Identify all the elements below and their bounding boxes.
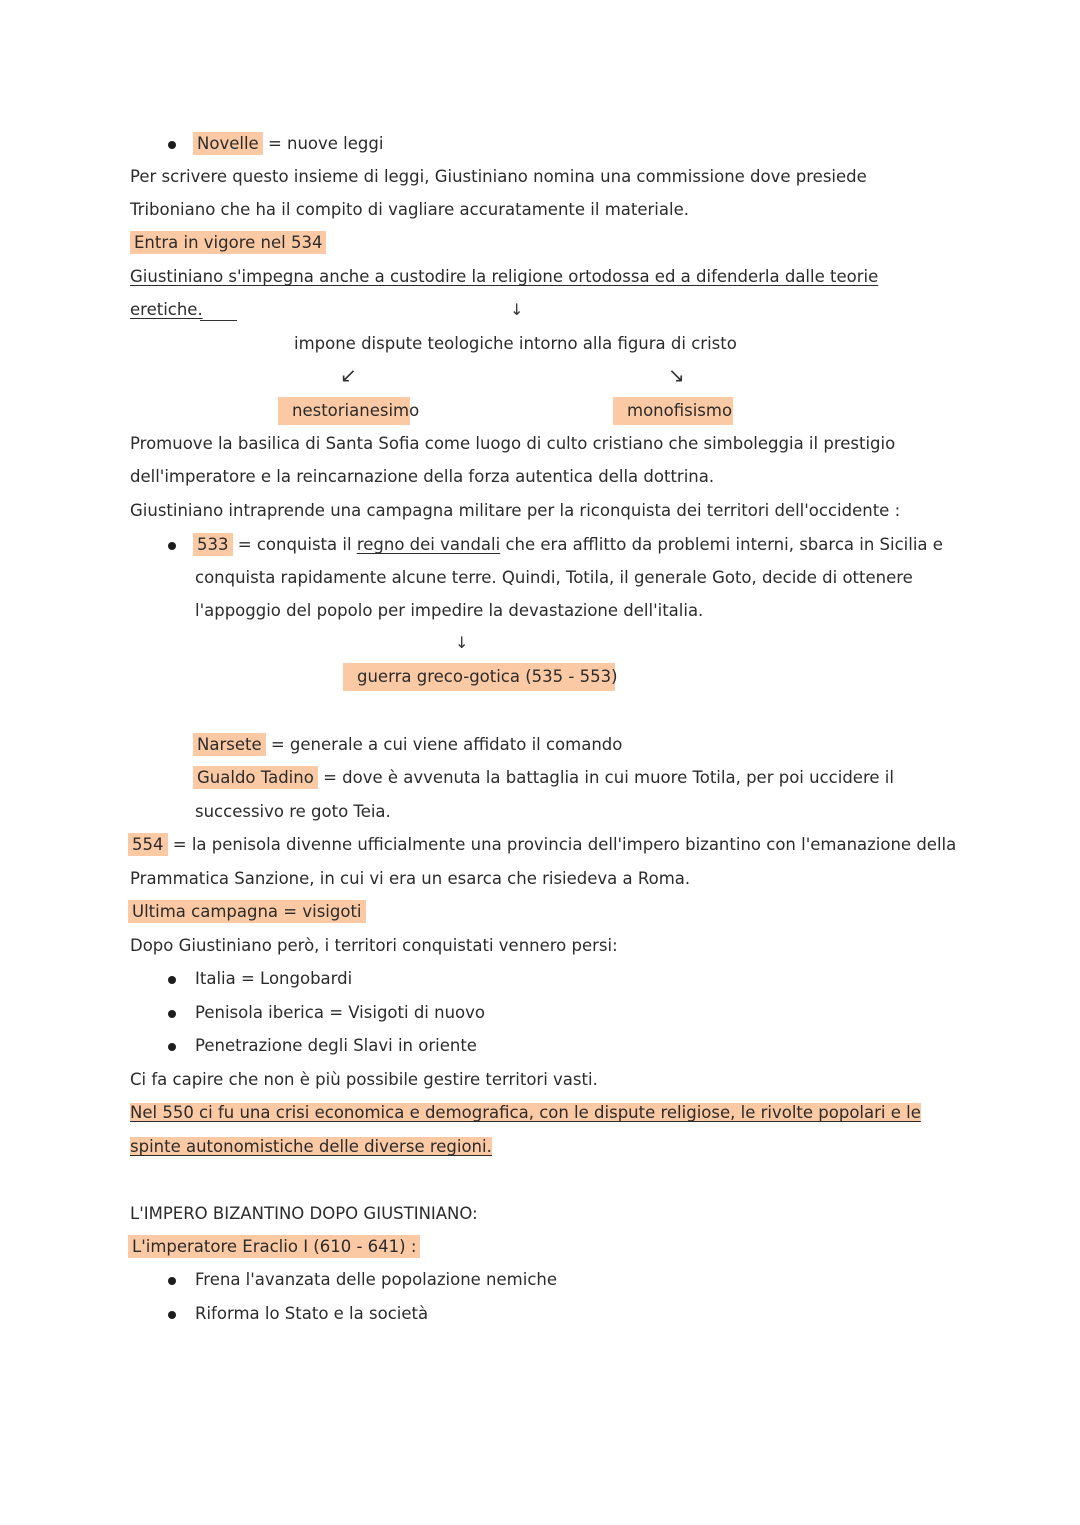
text-regno-vandali: regno dei vandali bbox=[356, 535, 501, 554]
arrow-down-left-icon: ↙ bbox=[340, 363, 357, 387]
text-line-spinte bbox=[130, 1135, 492, 1161]
text-line-imperatore: dell'imperatore e la reincarnazione della forza autentica della dottrina. bbox=[130, 467, 715, 486]
text-line-commissione: Per scrivere questo insieme di leggi, Giustiniano nomina una commissione dove presiede bbox=[130, 167, 867, 186]
narsete-definition: = generale a cui viene affidato il comando bbox=[270, 735, 623, 754]
text-533-a: = conquista il bbox=[237, 535, 352, 554]
novelle-line bbox=[193, 132, 383, 158]
bullet-icon bbox=[168, 141, 176, 149]
list-item-penisola-iberica: Penisola iberica = Visigoti di nuovo bbox=[195, 1003, 485, 1022]
highlight-eraclio: L'imperatore Eraclio I (610 - 641) : bbox=[128, 1235, 420, 1258]
text-533-b: che era afflitto da problemi interni, sbarca in Sicilia e bbox=[505, 535, 943, 554]
bullet-icon bbox=[168, 542, 176, 550]
text-line-eretiche: eretiche. bbox=[130, 300, 203, 319]
box-nestorianesimo: nestorianesimo bbox=[278, 397, 410, 425]
entra-in-vigore-line bbox=[130, 231, 326, 257]
text-crisi-550: Nel 550 ci fu una crisi economica e demografica, con le dispute religiose, le rivolte popolari e le bbox=[130, 1103, 921, 1122]
section-heading: L'IMPERO BIZANTINO DOPO GIUSTINIANO: bbox=[130, 1204, 478, 1223]
gualdo-tadino-definition: = dove è avvenuta la battaglia in cui muore Totila, per poi uccidere il bbox=[323, 768, 894, 787]
highlight-spinte bbox=[130, 1137, 492, 1156]
line-533 bbox=[193, 533, 943, 559]
term-narsete: Narsete bbox=[193, 733, 266, 756]
arrow-down-right-icon: ↘ bbox=[668, 363, 685, 387]
arrow-down-icon: ↓ bbox=[455, 633, 469, 652]
box-guerra-greco-gotica: guerra greco-gotica (535 - 553) bbox=[343, 663, 615, 691]
bullet-icon bbox=[168, 976, 176, 984]
text-line-totila: conquista rapidamente alcune terre. Quindi, Totila, il generale Goto, decide di ottenere bbox=[195, 568, 913, 587]
list-item-riforma: Riforma lo Stato e la società bbox=[195, 1304, 429, 1323]
bullet-icon bbox=[168, 1311, 176, 1319]
ultima-campagna-line bbox=[128, 900, 366, 926]
bullet-icon bbox=[168, 1277, 176, 1285]
underline-extension bbox=[200, 320, 237, 321]
list-item-slavi: Penetrazione degli Slavi in oriente bbox=[195, 1036, 477, 1055]
gualdo-tadino-line bbox=[193, 766, 894, 792]
novelle-definition: = nuove leggi bbox=[267, 134, 384, 153]
term-gualdo-tadino: Gualdo Tadino bbox=[193, 766, 318, 789]
bullet-icon bbox=[168, 1043, 176, 1051]
text-line-triboniano: Triboniano che ha il compito di vagliare accuratamente il materiale. bbox=[130, 200, 689, 219]
text-line-santa-sofia: Promuove la basilica di Santa Sofia come luogo di culto cristiano che simboleggia il prestigio bbox=[130, 434, 896, 453]
highlight-entra-in-vigore: Entra in vigore nel 534 bbox=[130, 231, 326, 254]
text-line-crisi-550 bbox=[130, 1101, 921, 1127]
text-line-prammatica: Prammatica Sanzione, in cui vi era un esarca che risiedeva a Roma. bbox=[130, 869, 691, 888]
narsete-line bbox=[193, 733, 622, 759]
text-line-appoggio: l'appoggio del popolo per impedire la devastazione dell'italia. bbox=[195, 601, 704, 620]
text-554: = la penisola divenne ufficialmente una provincia dell'impero bizantino con l'emanazione della bbox=[172, 835, 957, 854]
text-line-dispute: impone dispute teologiche intorno alla figura di cristo bbox=[294, 334, 737, 353]
text-line-teia: successivo re goto Teia. bbox=[195, 802, 391, 821]
eraclio-line bbox=[128, 1235, 420, 1261]
text-line-religione: Giustiniano s'impegna anche a custodire la religione ortodossa ed a difenderla dalle teorie bbox=[130, 267, 879, 286]
highlight-ultima-campagna: Ultima campagna = visigoti bbox=[128, 900, 366, 923]
text-spinte: spinte autonomistiche delle diverse regioni. bbox=[130, 1137, 492, 1156]
year-533: 533 bbox=[193, 533, 233, 556]
line-554 bbox=[128, 833, 956, 859]
bullet-icon bbox=[168, 1010, 176, 1018]
highlight-nel-550 bbox=[130, 1103, 921, 1122]
year-554: 554 bbox=[128, 833, 168, 856]
text-line-territori-vasti: Ci fa capire che non è più possibile gestire territori vasti. bbox=[130, 1070, 598, 1089]
term-novelle: Novelle bbox=[193, 132, 263, 155]
text-line-dopo-giustiniano: Dopo Giustiniano però, i territori conquistati vennero persi: bbox=[130, 936, 618, 955]
arrow-down-icon: ↓ bbox=[510, 300, 524, 319]
list-item-frena: Frena l'avanzata delle popolazione nemiche bbox=[195, 1270, 558, 1289]
text-line-campagna: Giustiniano intraprende una campagna militare per la riconquista dei territori dell'occidente : bbox=[130, 501, 901, 520]
box-monofisismo: monofisismo bbox=[613, 397, 733, 425]
list-item-italia: Italia = Longobardi bbox=[195, 969, 353, 988]
